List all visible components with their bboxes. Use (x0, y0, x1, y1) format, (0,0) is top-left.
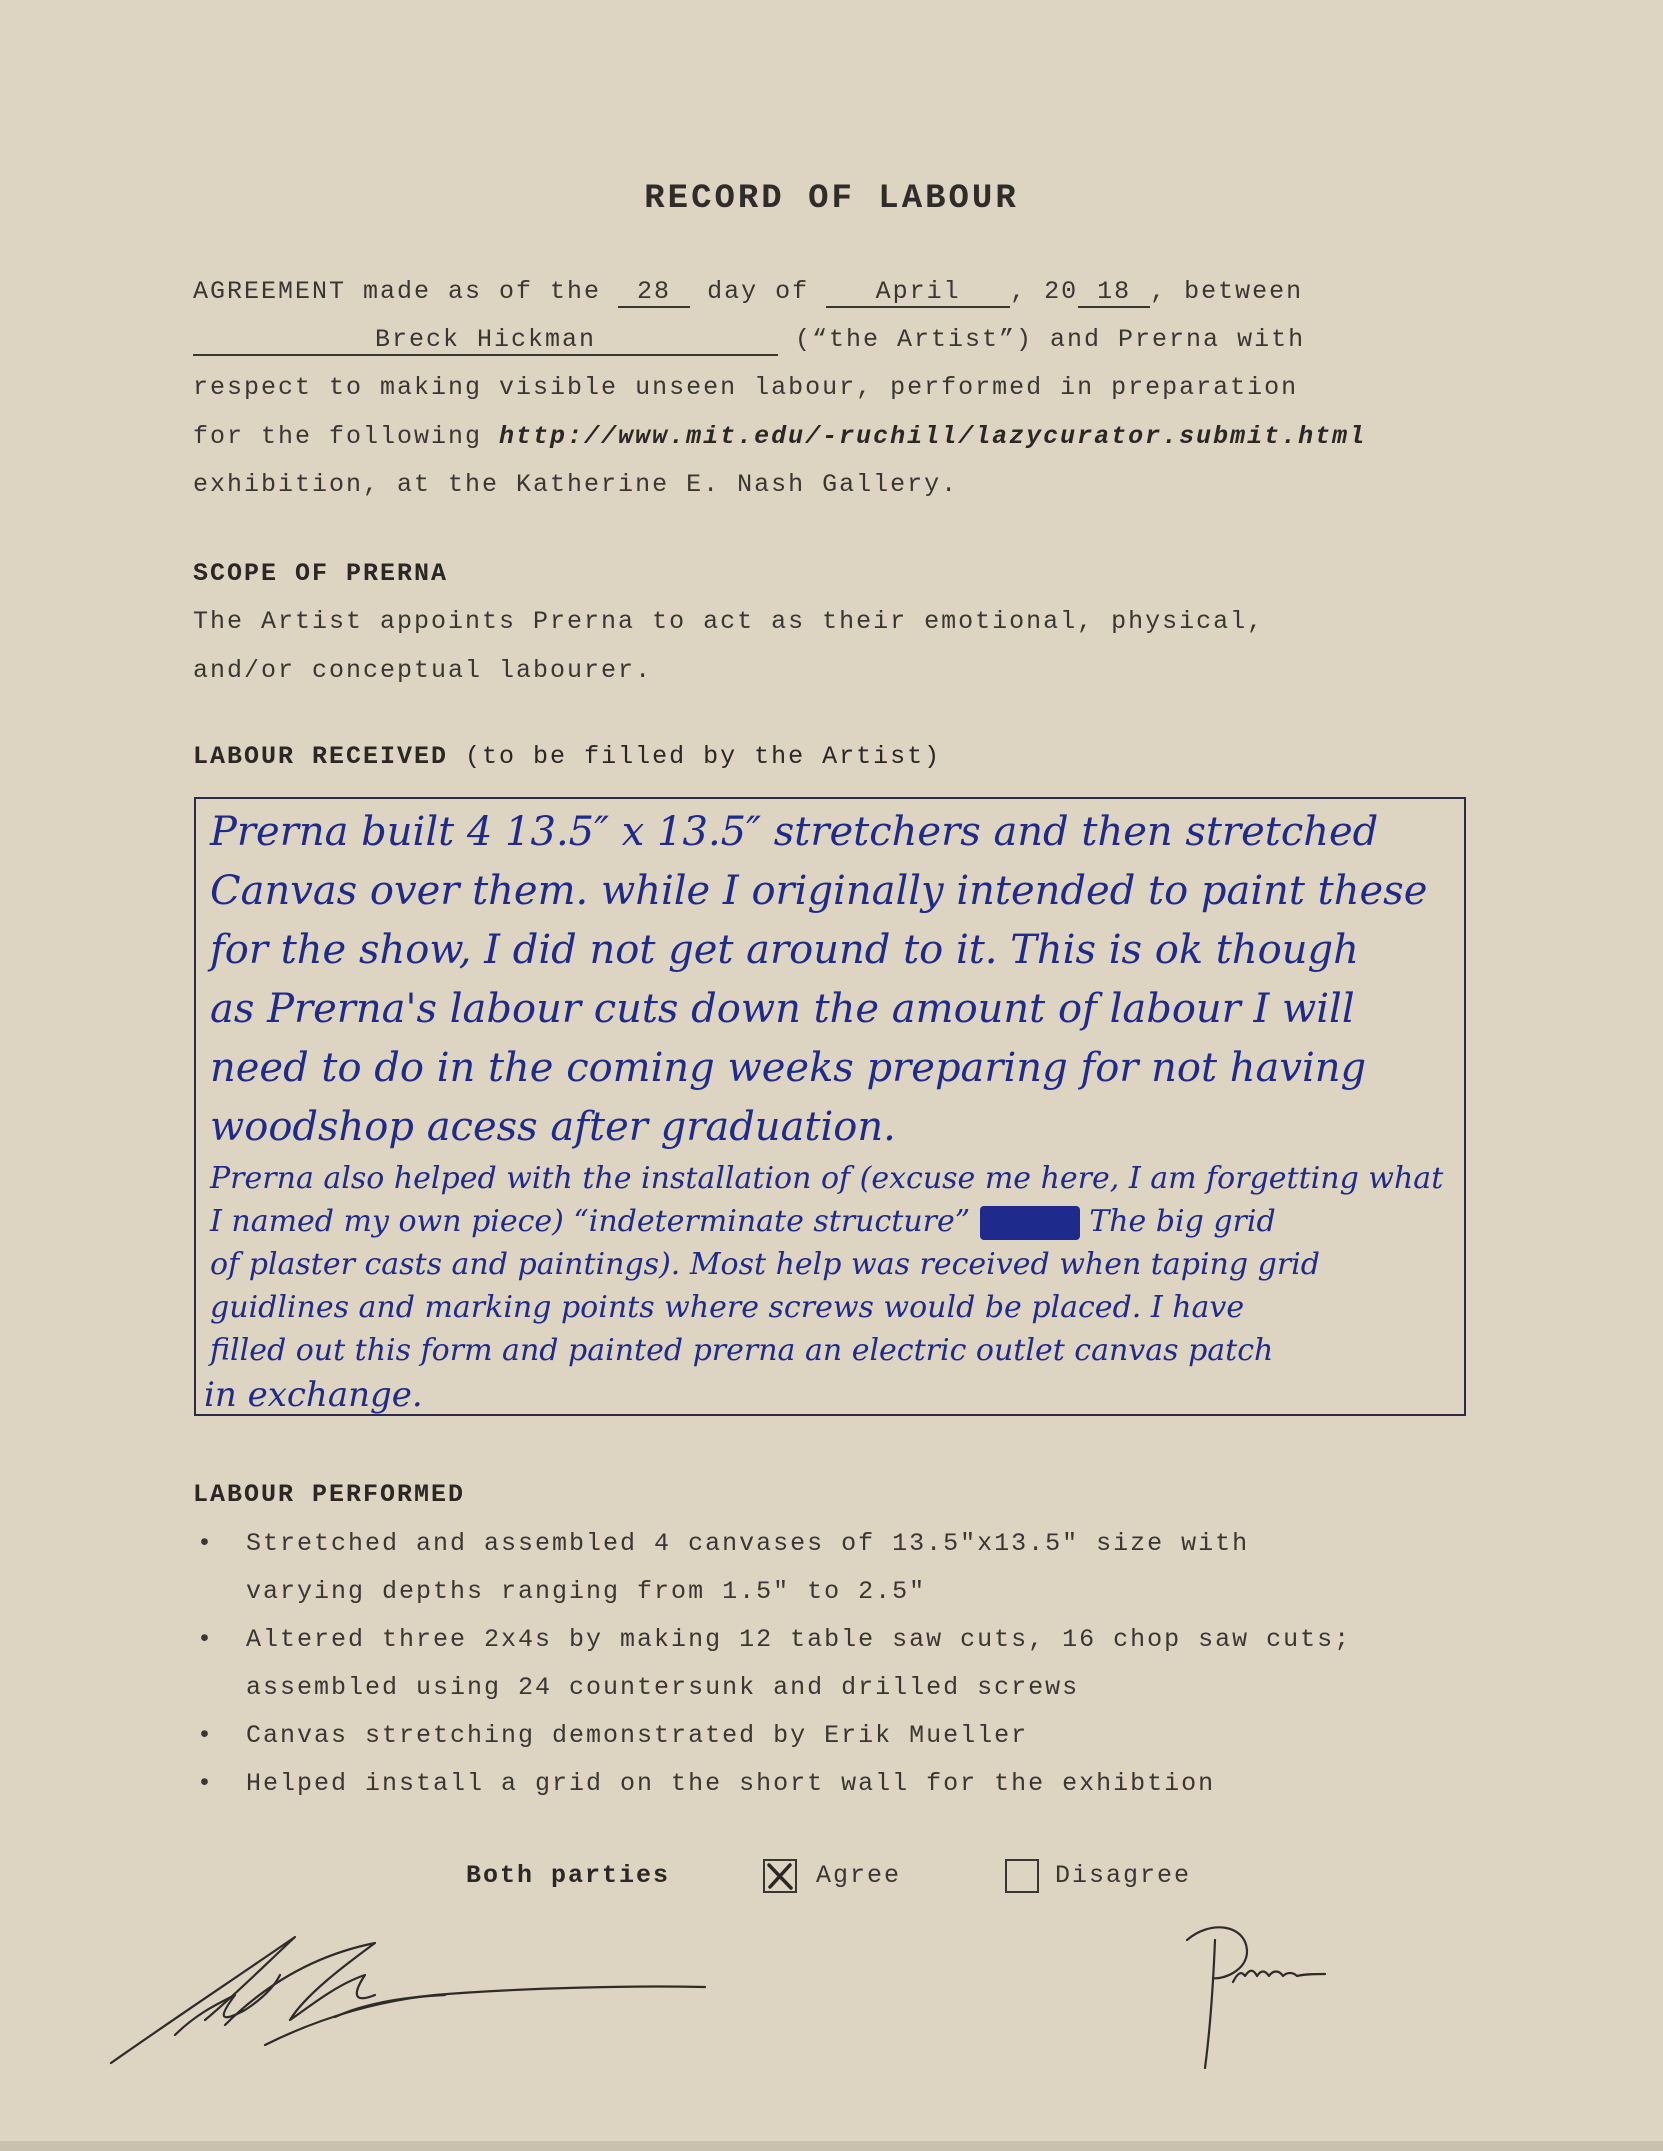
agreement-line-3: respect to making visible unseen labour, performed in preparation (193, 373, 1299, 402)
scribble-blot (980, 1206, 1080, 1240)
handwritten-line: as Prerna's labour cuts down the amount of labour I will (210, 986, 1355, 1032)
agreement-text: day of (690, 277, 827, 306)
agreement-line-5: exhibition, at the Katherine E. Nash Gallery. (193, 470, 959, 499)
artist-signature (105, 1925, 725, 2070)
handwritten-line: guidlines and marking points where screws would be placed. I have (210, 1290, 1245, 1325)
page-bottom-edge (0, 2141, 1663, 2151)
handwritten-notes (204, 803, 1500, 1418)
scope-heading: SCOPE OF PRERNA (193, 559, 449, 588)
prerna-signature (1175, 1920, 1335, 2070)
bullet-icon: • (197, 1529, 215, 1558)
agreement-text: (“the Artist”) and Prerna with (778, 325, 1306, 354)
handwritten-line: Canvas over them. while I originally intended to paint these (210, 868, 1428, 914)
list-item-line: Canvas stretching demonstrated by Erik Mueller (246, 1721, 1029, 1750)
agreement-line-1 (193, 277, 1303, 308)
artist-name-field[interactable]: Breck Hickman (193, 326, 778, 356)
handwritten-line: in exchange. (204, 1375, 423, 1415)
disagree-checkbox[interactable] (1005, 1859, 1039, 1893)
list-item-line: Helped install a grid on the short wall for the exhibtion (246, 1769, 1216, 1798)
agreement-text: for the following (193, 422, 500, 451)
agreement-text: , between (1150, 277, 1304, 306)
handwritten-line: filled out this form and painted prerna an electric outlet canvas patch (210, 1333, 1274, 1368)
labour-received-heading (193, 742, 941, 771)
labour-received-subtitle: (to be filled by the Artist) (448, 742, 942, 771)
scope-line-2: and/or conceptual labourer. (193, 656, 653, 685)
agreement-line-4 (193, 422, 1366, 451)
handwritten-line: woodshop acess after graduation. (210, 1104, 896, 1150)
bullet-icon: • (197, 1721, 215, 1750)
both-parties-label: Both parties (466, 1861, 671, 1890)
agreement-line-2 (193, 325, 1305, 356)
handwritten-line: need to do in the coming weeks preparing for not having (210, 1045, 1367, 1091)
bullet-icon: • (197, 1769, 215, 1798)
agree-checkbox[interactable] (763, 1859, 797, 1893)
year-field[interactable]: 18 (1078, 278, 1150, 308)
check-mark-icon (765, 1861, 795, 1891)
list-item (193, 1712, 1496, 1760)
list-item-line: Stretched and assembled 4 canvases of 13.5″x13.5″ size with (246, 1529, 1250, 1558)
handwritten-text: The big grid (1089, 1204, 1276, 1239)
month-field[interactable]: April (826, 278, 1010, 308)
handwritten-line: Prerna built 4 13.5″ x 13.5″ stretchers and then stretched (210, 809, 1379, 855)
disagree-label: Disagree (1055, 1861, 1192, 1890)
agree-label: Agree (816, 1861, 902, 1890)
list-item-line: Altered three 2x4s by making 12 table saw cuts, 16 chop saw cuts; (246, 1625, 1352, 1654)
scope-line-1: The Artist appoints Prerna to act as their emotional, physical, (193, 607, 1265, 636)
agreement-text: AGREEMENT made as of the (193, 277, 619, 306)
labour-received-title: LABOUR RECEIVED (193, 742, 449, 771)
labour-performed-heading: LABOUR PERFORMED (193, 1480, 466, 1509)
document-title: RECORD OF LABOUR (644, 180, 1019, 218)
list-item-line: varying depths ranging from 1.5″ to 2.5″ (246, 1577, 927, 1606)
handwritten-line: Prerna also helped with the installation of (excuse me here, I am forgetting what (210, 1161, 1444, 1196)
list-item (193, 1760, 1496, 1808)
handwritten-text: I named my own piece) “indeterminate structure” (210, 1204, 971, 1239)
list-item (193, 1520, 1496, 1616)
bullet-icon: • (197, 1625, 215, 1654)
list-item-line: assembled using 24 countersunk and drilled screws (246, 1673, 1080, 1702)
handwritten-line (210, 1200, 1500, 1243)
day-field[interactable]: 28 (618, 278, 690, 308)
agreement-text: , 20 (1010, 277, 1079, 306)
labour-performed-list (193, 1520, 1496, 1808)
handwritten-line: for the show, I did not get around to it. This is ok though (210, 927, 1359, 973)
list-item (193, 1616, 1496, 1712)
handwritten-line: of plaster casts and paintings). Most help was received when taping grid (210, 1247, 1320, 1282)
exhibition-url: http://www.mit.edu/-ruchill/lazycurator.submit.html (499, 422, 1367, 451)
